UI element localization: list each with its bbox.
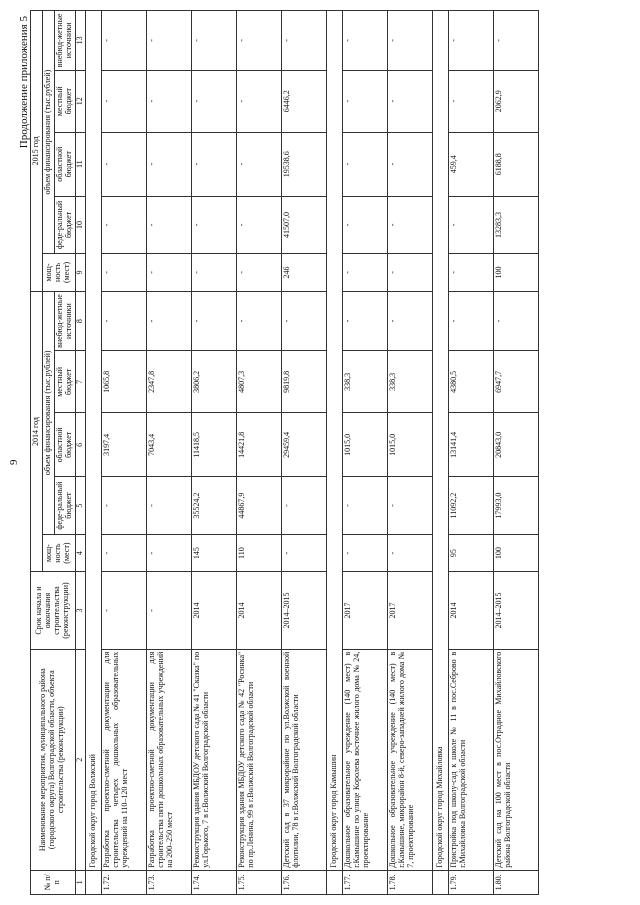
section-title: Городской округ город Михайловка xyxy=(432,11,448,871)
row-value: - xyxy=(191,196,236,253)
row-name: Дошкольное образовательное учреждение (140 мест) в г.Камышине, микрорайон 8-й, северо-западней жилого дома № 7, проектирование xyxy=(387,649,432,870)
row-value: - xyxy=(493,291,538,351)
row-number: 1.79. xyxy=(448,870,493,894)
header-num: № п/п xyxy=(31,870,76,894)
row-value: - xyxy=(191,291,236,351)
row-value: - xyxy=(236,254,281,292)
row-number: 1.72. xyxy=(101,870,146,894)
row-value: - xyxy=(281,11,326,71)
row-value: - xyxy=(448,254,493,292)
row-value: 3806,2 xyxy=(191,351,236,413)
row-value: - xyxy=(146,196,191,253)
row-value: - xyxy=(101,254,146,292)
row-value: - xyxy=(236,132,281,196)
row-value: 1065,8 xyxy=(101,351,146,413)
row-value: - xyxy=(101,534,146,572)
row-name: Разработка проектно-сметной документации для строительства пяти дошкольных образовательных учреждений на 200–250 мест xyxy=(146,649,191,870)
row-value: - xyxy=(448,11,493,71)
row-value: 20843,0 xyxy=(493,413,538,477)
row-value: - xyxy=(146,291,191,351)
header-regional-2014: областной бюджет xyxy=(54,413,75,477)
row-value: - xyxy=(236,291,281,351)
row-value: 29459,4 xyxy=(281,413,326,477)
row-value: 110 xyxy=(236,534,281,572)
row-value: 6188,8 xyxy=(493,132,538,196)
row-value: 11092,2 xyxy=(448,477,493,534)
header-name: Наименование мероприятия, муниципального района (городского округа) Волгоградской области, объекта строительства (реконструкции) xyxy=(31,649,76,870)
row-value: 4380,5 xyxy=(448,351,493,413)
continuation-label: Продолжение приложения 5 xyxy=(18,16,30,149)
row-term: 2017 xyxy=(342,572,387,649)
row-value: - xyxy=(387,70,432,132)
row-name: Дошкольное образовательное учреждение (140 мест) в г.Камышине по улице Королева восточнее жилого дома № 24, проектирование xyxy=(342,649,387,870)
row-value: 459,4 xyxy=(448,132,493,196)
row-name: Реконструкция здания МБДОУ детского сада № 41 "Сказка" по ул.Горького, 7 в г.Волжский Волгоградской области xyxy=(191,649,236,870)
row-value: - xyxy=(342,291,387,351)
row-value: - xyxy=(101,196,146,253)
row-value: - xyxy=(387,196,432,253)
row-value: - xyxy=(342,132,387,196)
row-number: 1.74. xyxy=(191,870,236,894)
row-value: - xyxy=(342,70,387,132)
row-value: 338,3 xyxy=(342,351,387,413)
row-value: - xyxy=(101,132,146,196)
row-value: - xyxy=(146,254,191,292)
row-term: 2014 xyxy=(236,572,281,649)
row-value: - xyxy=(101,291,146,351)
row-value: - xyxy=(281,534,326,572)
table-row xyxy=(146,11,191,895)
row-value: - xyxy=(191,70,236,132)
section-title: Городской округ город Камышин xyxy=(326,11,342,871)
row-name: Детский сад в 37 микрорайоне по ул.Волжской военной флотилии, 78 в г.Волжский Волгоградской области xyxy=(281,649,326,870)
table-row xyxy=(387,11,432,895)
row-value: 338,3 xyxy=(387,351,432,413)
row-value: 9819,8 xyxy=(281,351,326,413)
row-number: 1.73. xyxy=(146,870,191,894)
header-extra-2014: внебюд-жетные источники xyxy=(54,291,75,351)
table-row xyxy=(448,11,493,895)
row-term: 2014 xyxy=(448,572,493,649)
row-value: 1015,0 xyxy=(342,413,387,477)
table-row xyxy=(493,11,538,895)
column-index: 7 xyxy=(75,351,85,413)
row-value: - xyxy=(448,196,493,253)
row-value: 2062,9 xyxy=(493,70,538,132)
header-funding-2015: объем финансирования (тыс.рублей) xyxy=(42,11,54,254)
row-value: - xyxy=(191,11,236,71)
row-value: - xyxy=(387,254,432,292)
header-term: Срок начала и окончания строительства (реконструкции) xyxy=(31,572,76,649)
row-value: - xyxy=(387,291,432,351)
row-value: - xyxy=(448,70,493,132)
table-row xyxy=(281,11,326,895)
header-capacity-2015: мощ-ность (мест) xyxy=(42,254,75,292)
row-value: 41507,0 xyxy=(281,196,326,253)
row-value: - xyxy=(387,477,432,534)
row-value: - xyxy=(146,534,191,572)
row-value: 44867,9 xyxy=(236,477,281,534)
row-value: 100 xyxy=(493,254,538,292)
header-federal-2014: феде-ральный бюджет xyxy=(54,477,75,534)
column-index: 13 xyxy=(75,11,85,71)
column-index: 3 xyxy=(75,572,85,649)
row-value: 13283,3 xyxy=(493,196,538,253)
row-term: - xyxy=(101,572,146,649)
row-number: 1.80. xyxy=(493,870,538,894)
row-value: - xyxy=(101,11,146,71)
row-number: 1.75. xyxy=(236,870,281,894)
row-term: 2014–2015 xyxy=(493,572,538,649)
column-index: 1 xyxy=(75,870,85,894)
header-year-2014: 2014 год xyxy=(31,291,43,572)
header-local-2015: местный бюджет xyxy=(54,70,75,132)
row-value: 17993,0 xyxy=(493,477,538,534)
row-value: - xyxy=(342,11,387,71)
row-value: 2347,8 xyxy=(146,351,191,413)
column-index: 8 xyxy=(75,291,85,351)
row-value: - xyxy=(146,70,191,132)
row-value: 19538,6 xyxy=(281,132,326,196)
header-extra-2015: внебюд-жетные источники xyxy=(54,11,75,71)
row-value: - xyxy=(146,11,191,71)
column-index: 9 xyxy=(75,254,85,292)
row-value: - xyxy=(387,534,432,572)
section-row xyxy=(326,11,342,895)
row-value: - xyxy=(387,132,432,196)
header-year-2015: 2015 год xyxy=(31,11,43,292)
row-name: Разработка проектно-сметной документации для строительства четырех дошкольных образовательных учреждений на 110–120 мест xyxy=(101,649,146,870)
column-index: 11 xyxy=(75,132,85,196)
header-federal-2015: феде-ральный бюджет xyxy=(54,196,75,253)
header-funding-2014: объем финансирования (тыс.рублей) xyxy=(42,291,54,534)
row-value: - xyxy=(236,196,281,253)
section-num-cell xyxy=(326,870,342,894)
column-index: 5 xyxy=(75,477,85,534)
row-value: - xyxy=(146,477,191,534)
page-number: 9 xyxy=(8,459,20,465)
section-title: Городской округ город Волжский xyxy=(85,11,101,871)
row-value: - xyxy=(448,291,493,351)
column-index-row xyxy=(75,11,85,895)
row-term: 2017 xyxy=(387,572,432,649)
row-value: 95 xyxy=(448,534,493,572)
table-row xyxy=(191,11,236,895)
row-value: 3197,4 xyxy=(101,413,146,477)
row-value: - xyxy=(236,11,281,71)
table-row xyxy=(236,11,281,895)
row-value: - xyxy=(281,291,326,351)
column-index: 4 xyxy=(75,534,85,572)
row-value: 13141,4 xyxy=(448,413,493,477)
row-value: 6446,2 xyxy=(281,70,326,132)
row-value: 100 xyxy=(493,534,538,572)
header-regional-2015: областной бюджет xyxy=(54,132,75,196)
section-row xyxy=(432,11,448,895)
row-value: - xyxy=(236,70,281,132)
row-value: - xyxy=(342,196,387,253)
row-value: 145 xyxy=(191,534,236,572)
row-value: - xyxy=(342,477,387,534)
table-row xyxy=(342,11,387,895)
section-num-cell xyxy=(85,870,101,894)
row-value: - xyxy=(281,477,326,534)
row-value: - xyxy=(191,132,236,196)
section-row xyxy=(85,11,101,895)
header-local-2014: местный бюджет xyxy=(54,351,75,413)
row-value: 14421,8 xyxy=(236,413,281,477)
column-index: 6 xyxy=(75,413,85,477)
funding-table xyxy=(30,10,539,895)
row-name: Реконструкция здания МБДОУ детского сада № 42 "Росинка" по пр.Ленина, 99 в г.Волжский Волгоградской области xyxy=(236,649,281,870)
row-number: 1.76. xyxy=(281,870,326,894)
header-capacity-2014: мощ-ность (мест) xyxy=(42,534,75,572)
row-name: Пристройка под школу-сад к школе № 11 в пос.Себрово в г.Михайловка Волгоградской области xyxy=(448,649,493,870)
row-value: 7043,4 xyxy=(146,413,191,477)
row-term: 2014–2015 xyxy=(281,572,326,649)
row-value: - xyxy=(342,254,387,292)
row-value: 1015,0 xyxy=(387,413,432,477)
row-value: - xyxy=(191,254,236,292)
column-index: 10 xyxy=(75,196,85,253)
table-row xyxy=(101,11,146,895)
row-value: 35524,2 xyxy=(191,477,236,534)
row-value: - xyxy=(342,534,387,572)
row-number: 1.77. xyxy=(342,870,387,894)
row-value: 246 xyxy=(281,254,326,292)
row-value: - xyxy=(146,132,191,196)
row-number: 1.78. xyxy=(387,870,432,894)
row-value: - xyxy=(101,70,146,132)
row-value: 6947,7 xyxy=(493,351,538,413)
column-index: 2 xyxy=(75,649,85,870)
row-value: - xyxy=(101,477,146,534)
section-num-cell xyxy=(432,870,448,894)
row-value: 11418,5 xyxy=(191,413,236,477)
row-value: 4807,3 xyxy=(236,351,281,413)
row-term: - xyxy=(146,572,191,649)
row-value: - xyxy=(387,11,432,71)
column-index: 12 xyxy=(75,70,85,132)
row-term: 2014 xyxy=(191,572,236,649)
row-value: - xyxy=(493,11,538,71)
row-name: Детский сад на 100 мест в пос.Отрадное Михайловского района Волгоградской области xyxy=(493,649,538,870)
